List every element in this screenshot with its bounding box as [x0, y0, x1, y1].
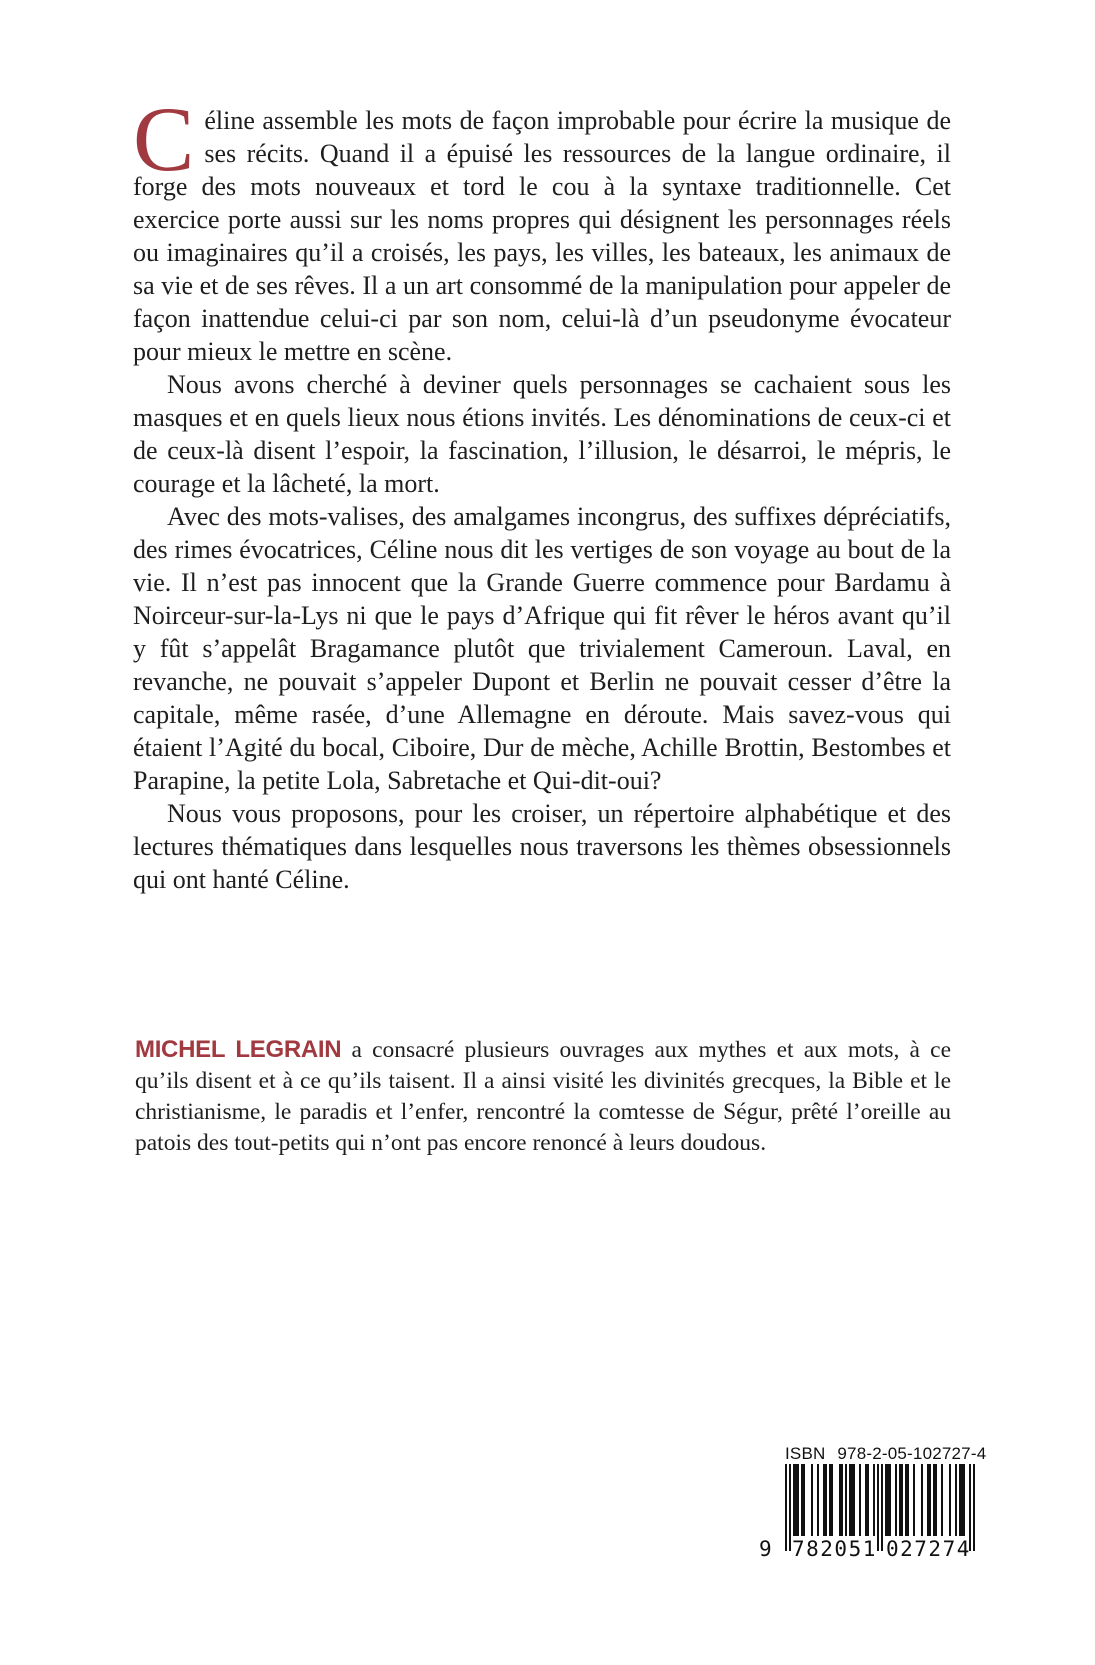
synopsis-paragraph-1-text: éline assemble les mots de façon improbable pour écrire la musique de ses récits. Quand il a épuisé les ressources de la langue ordinaire, il forge des mots nouveaux et tord le cou à la syntaxe traditionnelle. Cet exercice porte aussi sur les noms propres qui désignent les personnages réels ou imaginaires qu’il a croisés, les pays, les villes, les bateaux, les animaux de sa vie et de ses rêves. Il a un art consommé de la manipulation pour appeler de façon inattendue celui-ci par son nom, celui-là d’un pseudonyme évocateur pour mieux le mettre en scène. [133, 106, 951, 366]
barcode-digit-lead: 9 [759, 1537, 772, 1561]
author-bio-text: a consacré plusieurs ouvrages aux mythes et aux mots, à ce qu’ils disent et à ce qu’ils taisent. Il a ainsi visité les divinités grecques, la Bible et le christianisme, le paradis et l’enfer, rencontré la comtesse de Ségur, prêté l’oreille au patois des tout-petits qui n’ont pas encore renoncé à leurs doudous. [135, 1037, 952, 1156]
author-name: MICHEL LEGRAIN [135, 1036, 342, 1063]
synopsis [133, 88, 951, 896]
isbn-label: ISBN 978-2-05-102727-4 [785, 1444, 987, 1463]
synopsis-paragraph-3: Avec des mots-valises, des amalgames incongrus, des suffixes dépréciatifs, des rimes évocatrices, Céline nous dit les vertiges de son voyage au bout de la vie. Il n’est pas innocent que la Grande Guerre commence pour Bardamu à Noirceur-sur-la-Lys ni que le pays d’Afrique qui fit rêver le héros avant qu’il y fût s’appelât Bragamance plutôt que trivialement Cameroun. Laval, en revanche, ne pouvait s’appeler Dupont et Berlin ne pouvait cesser d’être la capitale, même rasée, d’une Allemagne en déroute. Mais savez-vous qui étaient l’Agité du bocal, Ciboire, Dur de mèche, Achille Brottin, Bestombes et Parapine, la petite Lola, Sabretache et Qui-dit-oui? [133, 502, 951, 795]
synopsis-paragraph-4: Nous vous proposons, pour les croiser, un répertoire alphabétique et des lectures thématiques dans lesquelles nous traversons les thèmes obsessionnels qui ont hanté Céline. [133, 799, 951, 894]
author-bio [135, 1034, 951, 1159]
isbn-barcode [759, 1444, 987, 1561]
drop-cap-letter: C [133, 88, 195, 190]
synopsis-paragraph-2: Nous avons cherché à deviner quels personnages se cachaient sous les masques et en quels lieux nous étions invités. Les dénominations de ceux-ci et de ceux-là disent l’espoir, la fascination, l’illusion, le désarroi, le mépris, le courage et la lâcheté, la mort. [133, 370, 951, 498]
barcode-digits-left-group: 782051 [792, 1537, 877, 1561]
barcode-digits [759, 1536, 975, 1564]
barcode-digits-right-group: 027274 [886, 1537, 971, 1561]
synopsis-paragraph-1 [133, 88, 951, 368]
